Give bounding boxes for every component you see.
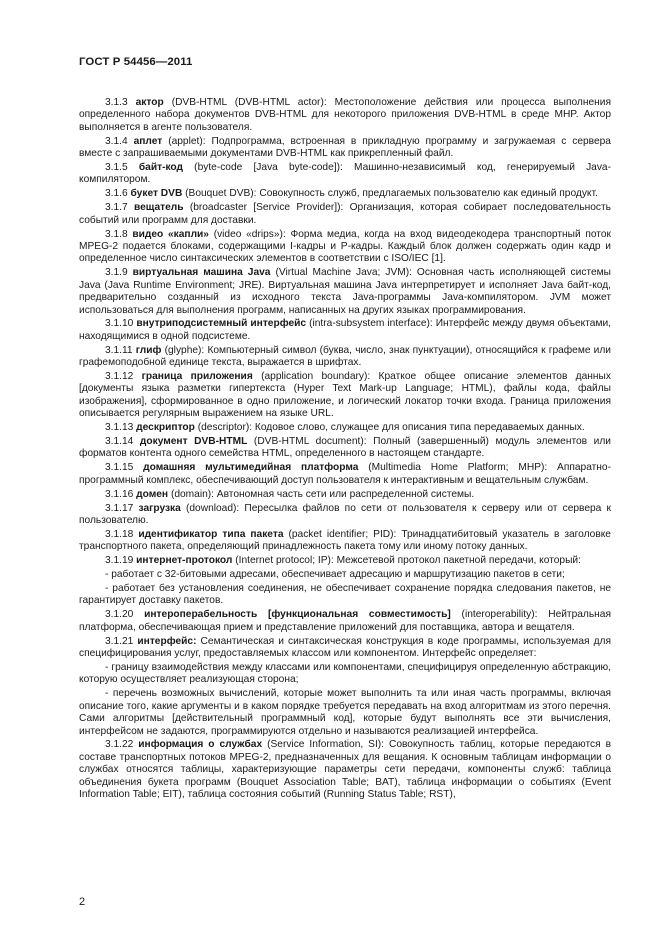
- entry-term: глиф: [135, 344, 162, 356]
- definition-entry: [79, 609, 611, 634]
- entry-definition: (DVB-HTML document): Полный (завершенный) модуль элементов или форматов контента одного семейства HTML, определенного в настоящем стандарте.: [79, 436, 611, 460]
- entry-number: 3.1.19: [105, 555, 134, 567]
- entry-number: 3.1.7: [105, 202, 128, 214]
- entry-number: 3.1.21: [105, 635, 134, 647]
- document-body: [79, 97, 611, 803]
- definition-entry: [79, 136, 611, 161]
- entry-definition: (packet identifier; PID): Тринадцатибитовый указатель в заголовке транспортного пакета, определяющий принадлежность пакета тому или иному потоку данных.: [79, 528, 611, 553]
- entry-number: 3.1.4: [105, 135, 128, 147]
- entry-definition: (descriptor): Кодовое слово, служащее для описания типа передаваемых данных.: [197, 422, 585, 434]
- entry-definition: (Service Information, SI): Совокупность таблиц, которые передаются в составе транспортных потоков MPEG-2, предназначенных для вещания. К основным таблицам информации о службах относятся таблицы, характеризующие параметры сети передачи, компоненты служб: таблица объединения букета программ (Bouquet Association Table; BAT), таблица информации о событиях (Event Information Table; EIT), таблица состояния событий (Running Status Table; RST),: [79, 739, 611, 801]
- entry-term: граница приложения: [141, 371, 253, 383]
- entry-number: 3.1.10: [105, 318, 134, 330]
- entry-term: видео «капли»: [132, 228, 209, 240]
- entry-number: 3.1.18: [105, 528, 134, 540]
- entry-term: домашняя мультимедийная платформа: [143, 462, 359, 474]
- entry-term: загрузка: [138, 502, 181, 514]
- entry-number: 3.1.13: [105, 422, 134, 434]
- entry-definition: (DVB-HTML (DVB-HTML actor): Местоположение действия или процесса выполнения определенного набора документов DVB-HTML для некоторого приложения DVB-HTML в среде MHP. Актор выполняется в агенте пользователя.: [79, 97, 611, 133]
- entry-definition: (glyphe): Компьютерный символ (буква, число, знак пунктуации), относящийся к графеме или графемоподобной единице текста, выражается в шрифтах.: [79, 344, 612, 369]
- entry-term: идентификатор типа пакета: [138, 528, 284, 540]
- bullet-text: - перечень возможных вычислений, которые может выполнить та или иная часть программы, включая описание того, какие аргументы и в каком порядке требуется передавать на вход алгоритмам из этого перечня. Сами алгоритмы [действительный программный код], которые будут выполнять все эти вычисления, интерфейсом не задаются, программируются отдельно и называются реализацией интерфейса.: [79, 688, 611, 737]
- definition-entry: [79, 188, 611, 200]
- definition-entry: [79, 636, 611, 661]
- bullet-item: [79, 662, 611, 687]
- bullet-item: [79, 583, 611, 608]
- entry-term: виртуальная машина Java: [132, 267, 271, 279]
- entry-definition: (Internet protocol; IP): Межсетевой протокол пакетной передачи, который:: [235, 555, 581, 567]
- definition-entry: [79, 503, 611, 528]
- page-number: 2: [79, 896, 86, 908]
- entry-term: дескриптор: [136, 422, 195, 434]
- definition-entry: [79, 489, 611, 501]
- bullet-text: - работает с 32-битовыми адресами, обеспечивает адресацию и маршрутизацию пакетов в сети;: [105, 569, 565, 581]
- entry-number: 3.1.16: [105, 488, 134, 500]
- entry-number: 3.1.5: [105, 162, 128, 174]
- entry-number: 3.1.12: [105, 371, 134, 383]
- definition-entry: [79, 436, 611, 461]
- entry-term: интернет-протокол: [136, 555, 233, 567]
- entry-definition: (intra-subsystem interface): Интерфейс между двумя объектами, находящимися в одной подсистеме.: [79, 318, 611, 342]
- entry-term: домен: [136, 488, 169, 500]
- entry-definition: (domain): Автономная часть сети или распределенной системы.: [170, 488, 475, 500]
- entry-term: вещатель: [133, 202, 184, 214]
- definition-entry: [79, 318, 611, 343]
- entry-number: 3.1.6: [105, 188, 128, 200]
- definition-entry: [79, 202, 611, 227]
- entry-definition: (Multimedia Home Platform; MHP): Аппаратно-программный комплекс, обеспечивающий доступ пользователя к интерактивным и вещательным службам.: [79, 462, 611, 486]
- entry-definition: (application boundary): Краткое общее описание элементов данных [документы языка разметки гипертекста (Hyper Text Mark-up Language; HTML), файлы кода, файлы изображения], сформированное в одно приложение, и логический локатор точки входа. Граница приложения описывается регулярным выражением на языке URL.: [79, 371, 611, 420]
- entry-definition: (applet): Подпрограмма, встроенная в прикладную программу и загружаемая с сервера вместе с запрашиваемыми документами DVB-HTML как прикрепленный файл.: [79, 135, 611, 160]
- entry-definition: (byte-code [Java byte-code]): Машинно-независимый код, генерируемый Java-компилятором.: [79, 162, 611, 186]
- entry-definition: (Virtual Machine Java; JVM): Основная часть исполняющей системы Java (Java Runtime Environment; JRE). Виртуальная машина Java интерпретирует и исполняет Java байт-код, предварительно созданный из исходного текста Java-программы Java-компилятором. JVM может использоваться для выполнения программ, написанных на других языках программирования.: [79, 267, 611, 316]
- entry-definition: (Bouquet DVB): Совокупность служб, предлагаемых пользователю как единый продукт.: [185, 188, 598, 200]
- entry-number: 3.1.14: [105, 436, 134, 448]
- entry-definition: (interoperability): Нейтральная платформа, обеспечивающая прием и представление приложений для поставщика, автора и вещателя.: [79, 609, 611, 633]
- bullet-item: [79, 688, 611, 738]
- definition-entry: [79, 422, 611, 434]
- entry-definition: (video «drips»): Форма медиа, когда на вход видеодекодера транспортный поток MPEG-2 подается блоками, содержащими I-кадры и P-кадры. Каждый блок должен содержать один кадр и определенное число синтаксических элементов в соответствии с ISO/IEC [1].: [79, 228, 611, 265]
- bullet-item: [79, 569, 611, 581]
- entry-definition: (download): Пересылка файлов по сети от пользователя к серверу или от сервера к пользователю.: [79, 502, 611, 526]
- entry-number: 3.1.8: [105, 228, 128, 240]
- definition-entry: [79, 529, 611, 554]
- entry-number: 3.1.17: [105, 502, 134, 514]
- entry-term: информация о службах: [138, 739, 263, 751]
- entry-number: 3.1.9: [105, 267, 128, 279]
- entry-term: актор: [135, 97, 164, 108]
- entry-number: 3.1.3: [105, 97, 128, 108]
- entry-number: 3.1.20: [105, 609, 134, 621]
- definition-entry: [79, 162, 611, 187]
- bullet-text: - границу взаимодействия между классами или компонентами, специфицируя определенную абстракцию, которую осуществляет реализующая сторона;: [79, 661, 611, 686]
- entry-term: интероперабельность [функциональная совместимость]: [144, 609, 451, 621]
- definition-entry: [79, 555, 611, 567]
- entry-term: интерфейс:: [137, 635, 197, 647]
- entry-number: 3.1.22: [105, 739, 134, 751]
- entry-number: 3.1.15: [105, 462, 134, 474]
- entry-definition: (broadcaster [Service Provider]): Организация, которая собирает последовательность событий или программ для доставки.: [79, 202, 611, 226]
- entry-term: букет DVB: [130, 188, 183, 200]
- entry-term: аплет: [133, 135, 163, 147]
- definition-entry: [79, 345, 611, 370]
- definition-entry: [79, 97, 611, 134]
- entry-definition: Семантическая и синтаксическая конструкция в коде программы, используемая для специфицирования услуг, предоставляемых классом или компонентом. Интерфейс определяет:: [79, 635, 611, 660]
- definition-entry: [79, 229, 611, 266]
- definition-entry: [79, 462, 611, 487]
- definition-entry: [79, 267, 611, 317]
- entry-term: документ DVB-HTML: [139, 436, 248, 448]
- bullet-text: - работает без установления соединения, не обеспечивает сохранение порядка следования пакетов, не гарантирует доставку пакетов.: [79, 583, 611, 607]
- page-header-title: ГОСТ Р 54456—2011: [79, 56, 193, 68]
- entry-term: внутриподсистемный интерфейс: [136, 318, 307, 330]
- definition-entry: [79, 739, 611, 801]
- entry-number: 3.1.11: [105, 344, 133, 356]
- definition-entry: [79, 371, 611, 421]
- entry-term: байт-код: [138, 162, 183, 174]
